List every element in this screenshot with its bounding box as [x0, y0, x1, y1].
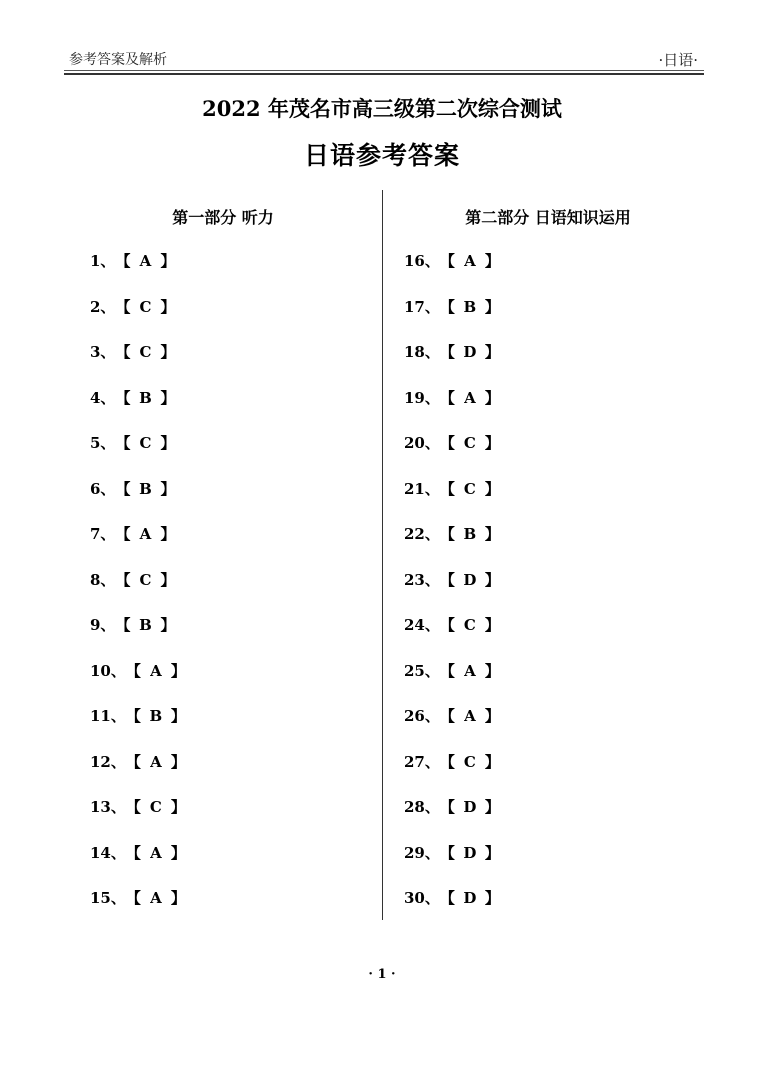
answer-option: D [463, 798, 477, 816]
question-number: 10、 [90, 661, 126, 680]
answer-row [404, 523, 500, 545]
bracket-close: 】 [170, 707, 186, 725]
bracket-close: 】 [160, 570, 176, 589]
bracket-close: 】 [484, 479, 500, 498]
bracket-open: 【 [439, 343, 455, 361]
bracket-close: 】 [170, 889, 186, 907]
bracket-close: 】 [484, 661, 500, 680]
bracket-close: 】 [484, 525, 500, 543]
bracket-open: 【 [439, 434, 455, 452]
answer-row [404, 478, 500, 500]
answer-option: B [139, 479, 152, 498]
bracket-open: 【 [125, 707, 141, 725]
question-number: 4、 [90, 388, 116, 407]
bracket-open: 【 [115, 343, 131, 361]
answer-row [404, 296, 500, 318]
answer-row [90, 387, 175, 409]
header-doc-label: 参考答案及解析 [69, 52, 167, 68]
question-number: 11、 [90, 707, 126, 725]
bracket-close: 】 [160, 479, 176, 498]
answer-row [90, 660, 186, 682]
bracket-close: 】 [170, 798, 186, 816]
bracket-open: 【 [439, 388, 455, 407]
answer-row [404, 751, 500, 773]
question-number: 20、 [404, 434, 440, 452]
answer-row [90, 887, 186, 909]
answer-option: D [463, 570, 477, 589]
answer-option: B [149, 707, 163, 725]
answer-row [404, 614, 500, 636]
question-number: 16、 [404, 252, 440, 270]
answer-row [404, 387, 500, 409]
question-number: 6、 [90, 479, 116, 498]
answer-row [90, 296, 175, 318]
answer-row [404, 796, 500, 818]
answer-row [404, 705, 500, 727]
bracket-open: 【 [115, 252, 131, 270]
question-number: 19、 [404, 388, 440, 407]
page-subtitle: 日语参考答案 [303, 141, 460, 170]
answer-row [90, 250, 175, 272]
answer-option: C [149, 798, 162, 816]
bracket-close: 】 [160, 616, 176, 634]
question-number: 28、 [404, 798, 440, 816]
bracket-open: 【 [439, 889, 455, 907]
header-rule-thin [64, 70, 704, 71]
question-number: 13、 [90, 798, 126, 816]
answer-row [404, 569, 500, 591]
question-number: 15、 [90, 889, 126, 907]
question-number: 5、 [90, 434, 116, 452]
column-divider [382, 190, 383, 920]
answer-option: D [463, 343, 477, 361]
bracket-close: 】 [484, 252, 500, 270]
bracket-close: 】 [160, 343, 176, 361]
question-number: 26、 [404, 707, 440, 725]
answer-row [90, 705, 186, 727]
bracket-open: 【 [125, 752, 141, 771]
question-number: 27、 [404, 752, 440, 771]
answer-option: A [150, 889, 162, 907]
bracket-open: 【 [125, 661, 141, 680]
bracket-open: 【 [125, 843, 141, 862]
bracket-open: 【 [115, 616, 131, 634]
answer-option: B [139, 616, 152, 634]
header-rule-thick [64, 73, 704, 75]
bracket-open: 【 [115, 525, 131, 543]
question-number: 18、 [404, 343, 440, 361]
answer-option: C [139, 343, 152, 361]
bracket-open: 【 [439, 570, 455, 589]
bracket-open: 【 [439, 843, 455, 862]
question-number: 14、 [90, 843, 126, 862]
bracket-close: 】 [160, 525, 176, 543]
question-number: 30、 [404, 889, 440, 907]
question-number: 17、 [404, 297, 440, 316]
bracket-open: 【 [439, 525, 455, 543]
answer-option: C [139, 297, 152, 316]
answer-option: C [463, 434, 476, 452]
section-heading-listening: 第一部分 听力 [172, 208, 274, 227]
answer-row [90, 796, 186, 818]
answer-row [404, 250, 500, 272]
question-number: 21、 [404, 479, 440, 498]
bracket-close: 】 [160, 252, 176, 270]
answer-option: A [150, 661, 162, 680]
bracket-open: 【 [439, 707, 455, 725]
bracket-open: 【 [125, 798, 141, 816]
question-number: 9、 [90, 616, 116, 634]
answer-option: C [463, 479, 476, 498]
bracket-open: 【 [115, 479, 131, 498]
answer-option: A [464, 252, 476, 270]
answer-row [404, 842, 500, 864]
bracket-close: 】 [484, 570, 500, 589]
question-number: 25、 [404, 661, 440, 680]
bracket-close: 】 [484, 297, 500, 316]
answer-row [90, 478, 175, 500]
bracket-close: 】 [484, 707, 500, 725]
answer-option: A [139, 252, 152, 270]
page-title: 2022 年茂名市高三级第二次综合测试 [202, 96, 562, 121]
answer-row [404, 887, 500, 909]
bracket-close: 】 [170, 843, 186, 862]
answer-row [404, 432, 500, 454]
bracket-close: 】 [160, 434, 176, 452]
question-number: 2、 [90, 297, 116, 316]
bracket-open: 【 [115, 297, 131, 316]
answer-option: A [464, 661, 476, 680]
bracket-close: 】 [484, 752, 500, 771]
page-number: · 1 · [368, 967, 396, 982]
answer-option: B [463, 297, 477, 316]
bracket-open: 【 [439, 798, 455, 816]
bracket-close: 】 [484, 843, 500, 862]
bracket-close: 】 [484, 889, 500, 907]
header-subject-label: ·日语· [658, 51, 698, 69]
answer-option: C [463, 752, 476, 771]
answer-option: D [463, 843, 477, 862]
bracket-open: 【 [439, 661, 455, 680]
bracket-open: 【 [125, 889, 141, 907]
answer-row [90, 842, 186, 864]
answer-row [90, 751, 186, 773]
answer-row [90, 523, 175, 545]
answer-option: A [150, 843, 162, 862]
answer-option: C [463, 616, 476, 634]
question-number: 7、 [90, 525, 116, 543]
section-heading-knowledge: 第二部分 日语知识运用 [465, 208, 631, 227]
bracket-open: 【 [439, 297, 455, 316]
bracket-close: 】 [484, 388, 500, 407]
question-number: 29、 [404, 843, 440, 862]
bracket-open: 【 [439, 752, 455, 771]
question-number: 23、 [404, 570, 440, 589]
bracket-open: 【 [439, 479, 455, 498]
bracket-close: 】 [484, 798, 500, 816]
bracket-open: 【 [115, 434, 131, 452]
answer-row [404, 660, 500, 682]
answer-option: C [139, 570, 152, 589]
answer-option: C [139, 434, 152, 452]
answer-option: B [139, 388, 152, 407]
question-number: 22、 [404, 525, 440, 543]
question-number: 12、 [90, 752, 126, 771]
bracket-open: 【 [439, 616, 455, 634]
answer-option: A [150, 752, 162, 771]
question-number: 24、 [404, 616, 440, 634]
bracket-close: 】 [484, 434, 500, 452]
answer-option: A [464, 388, 476, 407]
bracket-close: 】 [160, 388, 176, 407]
answer-row [90, 341, 175, 363]
answer-row [90, 614, 175, 636]
bracket-open: 【 [115, 388, 131, 407]
bracket-open: 【 [115, 570, 131, 589]
question-number: 8、 [90, 570, 116, 589]
bracket-close: 】 [160, 297, 176, 316]
bracket-open: 【 [439, 252, 455, 270]
answer-option: A [464, 707, 476, 725]
answer-row [90, 432, 175, 454]
answer-row [404, 341, 500, 363]
answer-row [90, 569, 175, 591]
bracket-close: 】 [170, 661, 186, 680]
answer-option: A [139, 525, 152, 543]
answer-option: B [463, 525, 477, 543]
question-number: 3、 [90, 343, 116, 361]
question-number: 1、 [90, 252, 116, 270]
bracket-close: 】 [484, 343, 500, 361]
answer-option: D [463, 889, 477, 907]
bracket-close: 】 [170, 752, 186, 771]
bracket-close: 】 [484, 616, 500, 634]
